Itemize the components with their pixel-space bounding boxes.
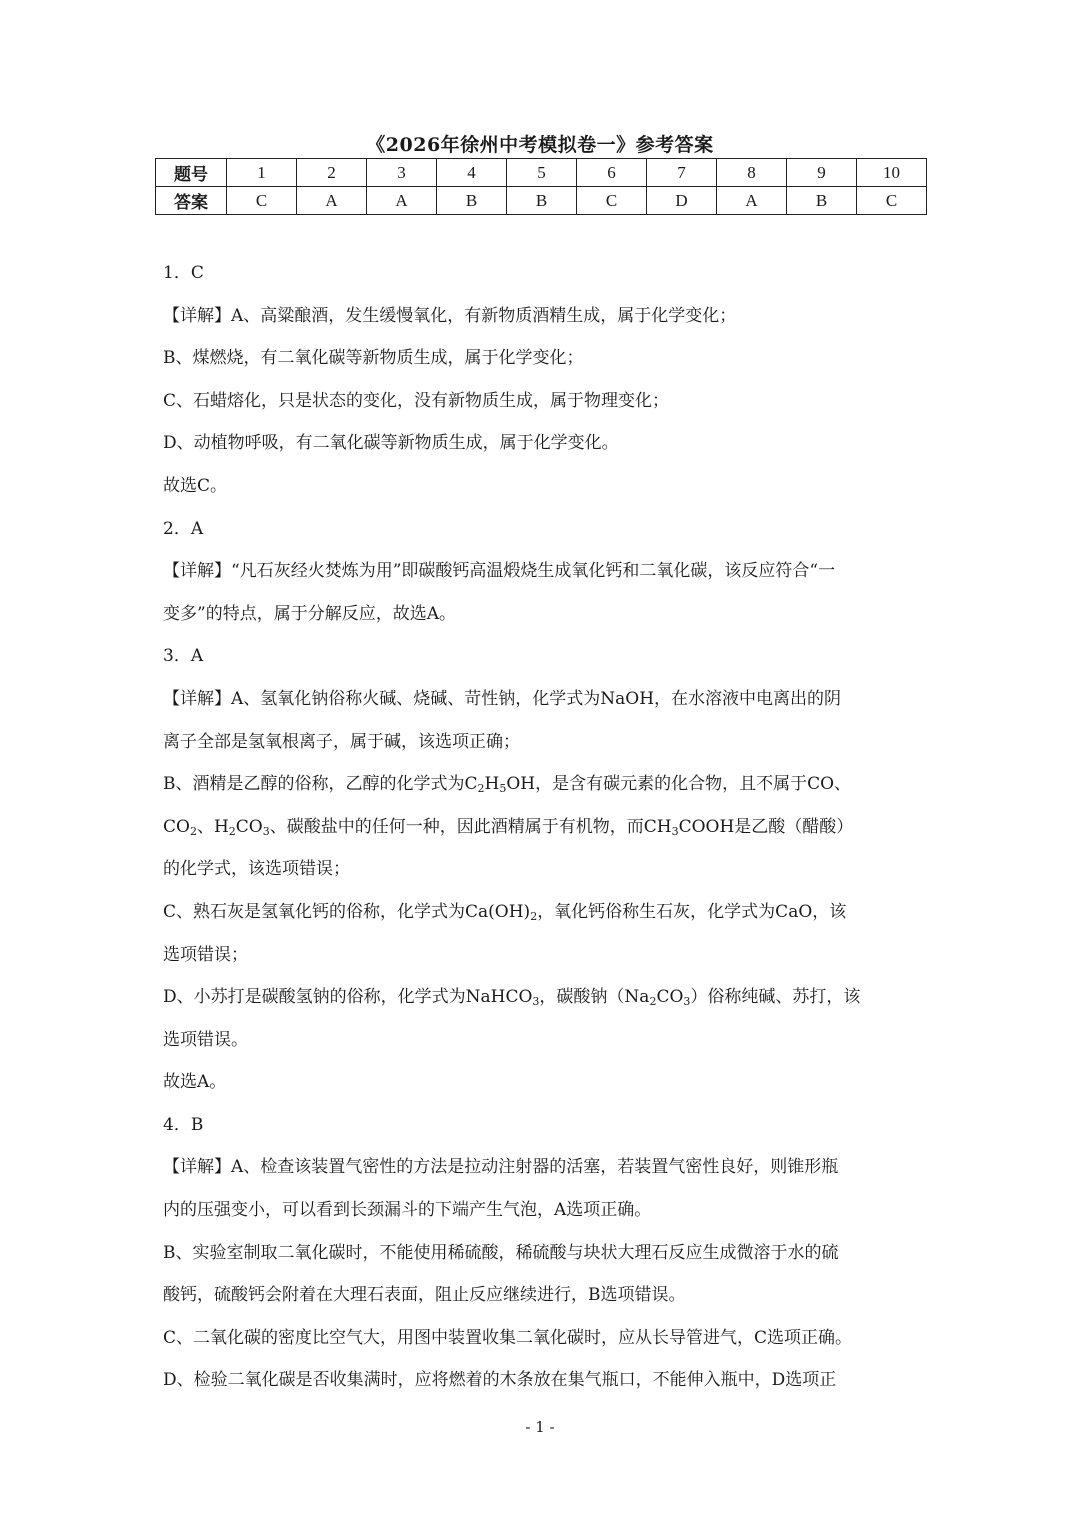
answer-cell: C [577, 187, 647, 215]
text-line [163, 976, 923, 1019]
text-line [163, 295, 923, 338]
text-segment: COOH是乙酸（醋酸） [678, 816, 854, 837]
text-segment: C、熟石灰是氢氧化钙的俗称，化学式为Ca(OH) [163, 901, 531, 922]
text-segment: 、碳酸盐中的任何一种，因此酒精属于有机物，而CH [269, 816, 672, 837]
text-line [163, 252, 923, 295]
answer-explanations [163, 252, 923, 1402]
subscript: 3 [683, 995, 691, 1009]
question-number-cell: 5 [507, 159, 577, 187]
page-title: 《2026年徐州中考模拟卷一》参考答案 [366, 134, 714, 156]
text-segment: CO [235, 816, 263, 837]
text-segment: 内的压强变小，可以看到长颈漏斗的下端产生气泡，A选项正确。 [163, 1200, 652, 1221]
text-segment: B、煤燃烧，有二氧化碳等新物质生成，属于化学变化； [163, 348, 584, 369]
text-segment: 1．C [163, 263, 204, 283]
text-segment: 、H [196, 816, 229, 837]
text-segment: 故选A。 [163, 1072, 227, 1093]
question-number-cell: 6 [577, 159, 647, 187]
text-line [163, 806, 923, 849]
text-line [163, 337, 923, 380]
text-segment: 选项错误。 [163, 1029, 248, 1050]
text-segment: 【详解】A、高粱酿酒，发生缓慢氧化，有新物质酒精生成，属于化学变化； [163, 305, 737, 326]
text-line [163, 763, 923, 806]
answer-cell: A [367, 187, 437, 215]
answer-table [155, 158, 927, 215]
text-segment: D、小苏打是碳酸氢钠的俗称，化学式为NaHCO [163, 987, 533, 1008]
text-segment: 【详解】A、检查该装置气密性的方法是拉动注射器的活塞，若装置气密性良好，则锥形瓶 [163, 1157, 839, 1178]
text-line [163, 848, 923, 891]
text-segment: 2．A [163, 518, 204, 539]
row-header-question-number: 题号 [156, 159, 227, 187]
table-row-answers [156, 187, 927, 215]
text-line [163, 678, 923, 721]
text-segment: 选项错误； [163, 944, 248, 965]
text-segment: D、检验二氧化碳是否收集满时，应将燃着的木条放在集气瓶口，不能伸入瓶中，D选项正 [163, 1370, 837, 1391]
text-segment: 【详解】“凡石灰经火焚炼为用”即碳酸钙高温煅烧生成氧化钙和二氧化碳，该反应符合“一 [163, 561, 836, 582]
text-line [163, 1061, 923, 1104]
text-line [163, 1189, 923, 1232]
text-line [163, 593, 923, 636]
text-segment: 故选C。 [163, 475, 228, 496]
text-segment: H [484, 774, 500, 795]
text-segment: 的化学式，该选项错误； [163, 859, 350, 880]
text-segment: CO [163, 816, 190, 837]
text-line [163, 1232, 923, 1275]
question-number-cell: 4 [437, 159, 507, 187]
text-line [163, 1274, 923, 1317]
page-number: - 1 - [525, 1418, 555, 1436]
subscript: 2 [649, 995, 657, 1009]
text-segment: 酸钙，硫酸钙会附着在大理石表面，阻止反应继续进行，B选项错误。 [163, 1285, 686, 1306]
text-segment: B、实验室制取二氧化碳时，不能使用稀硫酸，稀硫酸与块状大理石反应生成微溶于水的硫 [163, 1242, 839, 1263]
text-line [163, 380, 923, 423]
answer-cell: B [787, 187, 857, 215]
answer-cell: C [857, 187, 927, 215]
text-segment: 离子全部是氢氧根离子，属于碱，该选项正确； [163, 731, 520, 752]
question-number-cell: 10 [857, 159, 927, 187]
text-segment: 3．A [163, 646, 204, 667]
text-segment: C、石蜡熔化，只是状态的变化，没有新物质生成，属于物理变化； [163, 390, 670, 411]
question-number-cell: 7 [647, 159, 717, 187]
subscript: 3 [262, 824, 270, 838]
text-segment: CO [656, 987, 684, 1008]
text-segment: 【详解】A、氢氧化钠俗称火碱、烧碱、苛性钠，化学式为NaOH，在水溶液中电离出的阴 [163, 688, 842, 709]
text-segment: 4．B [163, 1114, 204, 1135]
text-line [163, 465, 923, 508]
subscript: 3 [671, 824, 679, 838]
answer-cell: B [507, 187, 577, 215]
question-number-cell: 9 [787, 159, 857, 187]
text-segment: ）俗称纯碱、苏打，该 [690, 987, 861, 1008]
answer-cell: C [227, 187, 297, 215]
answer-cell: B [437, 187, 507, 215]
text-segment: D、动植物呼吸，有二氧化碳等新物质生成，属于化学变化。 [163, 433, 619, 454]
row-header-answer: 答案 [156, 187, 227, 215]
question-number-cell: 1 [227, 159, 297, 187]
text-line [163, 1317, 923, 1360]
text-segment: OH，是含有碳元素的化合物，且不属于CO、 [506, 774, 852, 795]
subscript: 5 [499, 782, 507, 796]
answer-cell: D [647, 187, 717, 215]
question-number-cell: 3 [367, 159, 437, 187]
text-line [163, 550, 923, 593]
subscript: 2 [530, 909, 538, 923]
subscript: 2 [477, 782, 485, 796]
text-line [163, 1146, 923, 1189]
text-segment: ，氧化钙俗称生石灰，化学式为CaO，该 [537, 901, 847, 922]
text-line [163, 422, 923, 465]
subscript: 2 [189, 824, 197, 838]
subscript: 2 [228, 824, 236, 838]
text-line [163, 1019, 923, 1062]
answer-cell: A [297, 187, 367, 215]
subscript: 3 [532, 995, 540, 1009]
question-number-cell: 2 [297, 159, 367, 187]
text-line [163, 721, 923, 764]
text-segment: B、酒精是乙醇的俗称，乙醇的化学式为C [163, 774, 478, 795]
text-segment: C、二氧化碳的密度比空气大，用图中装置收集二氧化碳时，应从长导管进气，C选项正确。 [163, 1327, 853, 1348]
text-line [163, 508, 923, 551]
text-line [163, 891, 923, 934]
text-line [163, 635, 923, 678]
answer-cell: A [717, 187, 787, 215]
text-segment: 变多”的特点，属于分解反应，故选A。 [163, 603, 456, 624]
text-segment: ，碳酸钠（Na [539, 987, 650, 1008]
text-line [163, 934, 923, 977]
text-line [163, 1359, 923, 1402]
question-number-cell: 8 [717, 159, 787, 187]
table-row-numbers [156, 159, 927, 187]
text-line [163, 1104, 923, 1147]
